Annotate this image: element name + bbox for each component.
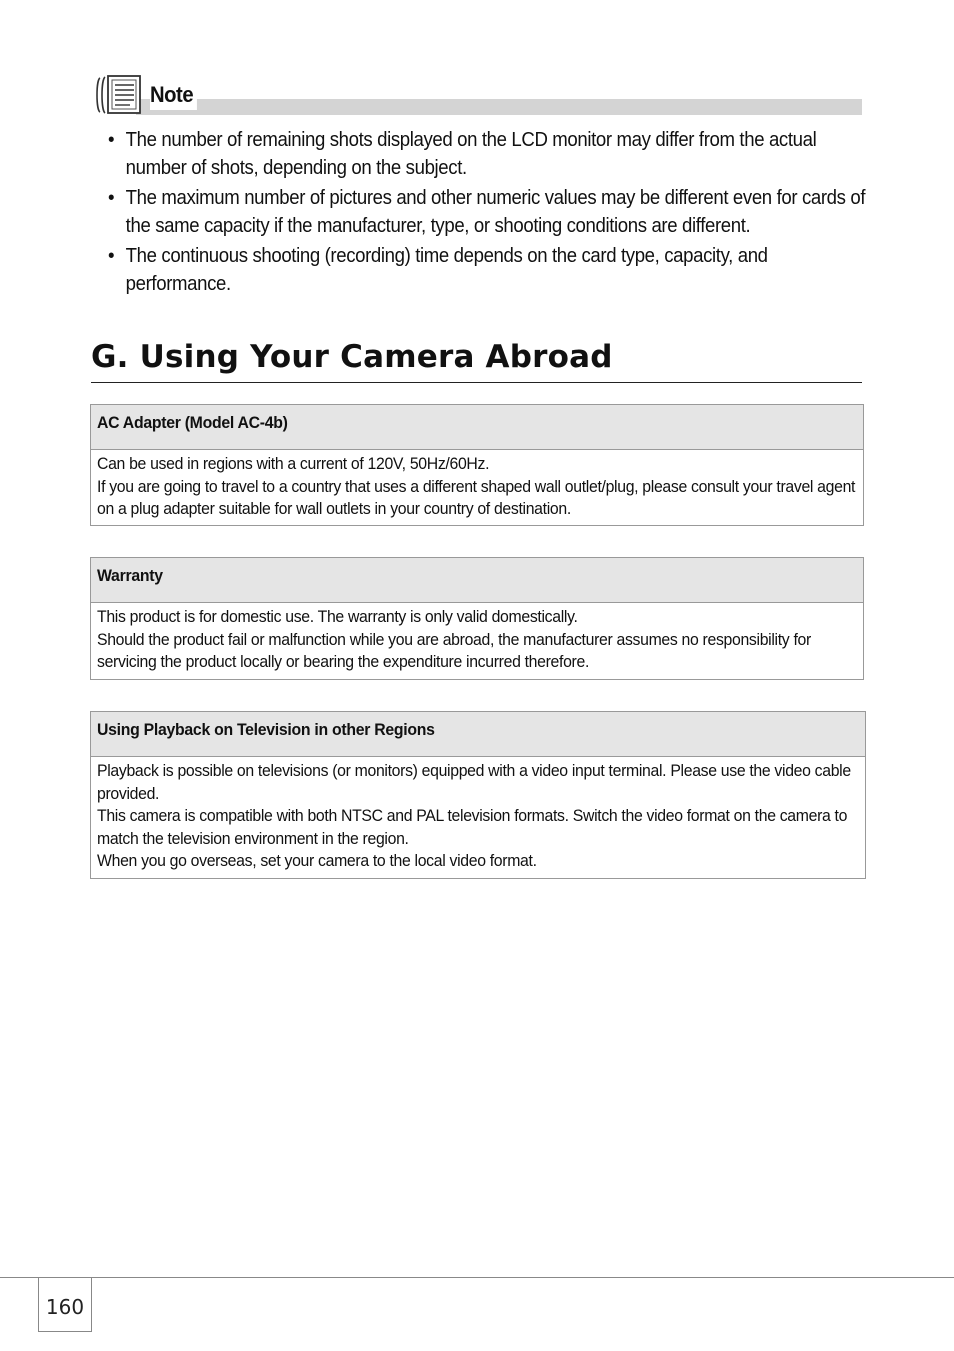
- bullet-icon: •: [108, 187, 115, 209]
- television-line: This camera is compatible with both NTSC and PAL television formats. Switch the video format on the camera to match the television environment in the region.: [97, 806, 848, 848]
- list-item: [108, 184, 870, 240]
- warranty-line: Should the product fail or malfunction while you are abroad, the manufacturer assumes no responsibility for servicing the product locally or bearing the expenditure incurred therefore.: [97, 629, 811, 672]
- note-header-bar: [136, 99, 862, 115]
- box-body: [91, 757, 865, 877]
- box-heading: [91, 405, 863, 450]
- note-list: [108, 126, 868, 300]
- section-title: G. Using Your Camera Abroad: [91, 334, 862, 383]
- television-line: Playback is possible on televisions (or monitors) equipped with a video input terminal. Please use the video cable provided.: [97, 761, 851, 803]
- bullet-icon: •: [108, 129, 115, 151]
- note-header: [92, 74, 862, 118]
- page-number-box: [38, 1277, 92, 1332]
- warranty-box: [90, 557, 864, 680]
- note-item-text: The maximum number of pictures and other numeric values may be different even for cards of the same capacity if the manufacturer, type, or shooting conditions are different.: [125, 187, 866, 237]
- list-item: [108, 126, 870, 182]
- note-item-text: The continuous shooting (recording) time depends on the card type, capacity, and performance.: [125, 245, 768, 295]
- ac-adapter-box: [90, 404, 864, 526]
- note-label: Note: [150, 80, 197, 110]
- bullet-icon: •: [108, 245, 115, 267]
- list-item: [108, 242, 870, 298]
- television-playback-box: [90, 711, 866, 879]
- box-body: [91, 603, 863, 678]
- television-heading: Using Playback on Television in other Regions: [97, 720, 435, 739]
- footer-rule: [0, 1277, 954, 1278]
- ac-adapter-line: If you are going to travel to a country that uses a different shaped wall outlet/plug, please consult your travel agent on a plug adapter suitable for wall outlets in your country of destination.: [97, 476, 856, 519]
- page-number: 160: [45, 1295, 85, 1319]
- note-item-text: The number of remaining shots displayed on the LCD monitor may differ from the actual number of shots, depending on the subject.: [125, 129, 817, 179]
- ac-adapter-line: Can be used in regions with a current of 120V, 50Hz/60Hz.: [97, 454, 490, 473]
- ac-adapter-heading: AC Adapter (Model AC-4b): [97, 413, 288, 432]
- warranty-heading: Warranty: [97, 566, 163, 585]
- box-heading: [91, 712, 865, 757]
- warranty-line: This product is for domestic use. The warranty is only valid domestically.: [97, 607, 578, 626]
- box-heading: [91, 558, 863, 603]
- note-pad-icon: [94, 74, 144, 116]
- television-line: When you go overseas, set your camera to the local video format.: [97, 851, 537, 871]
- box-body: [91, 450, 863, 525]
